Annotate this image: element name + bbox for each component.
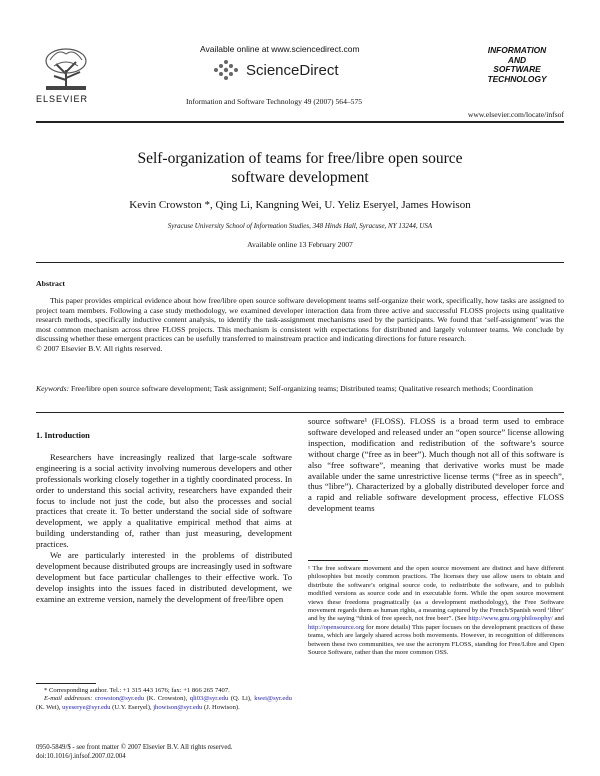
keywords	[36, 384, 564, 394]
email-addresses	[36, 695, 292, 712]
email-owner: (J. Howison).	[204, 703, 240, 711]
sciencedirect-wordmark: ScienceDirect	[246, 62, 339, 79]
keywords-text: Free/libre open source software development; Task assignment; Self-organizing teams; Distributed teams; Qualitative research methods; Coordination	[70, 384, 533, 393]
abstract-heading: Abstract	[36, 279, 66, 288]
email-owner: (U.Y. Eseryel),	[112, 703, 152, 711]
doi-line[interactable]: doi:10.1016/j.infsof.2007.02.004	[36, 753, 126, 760]
email-link[interactable]: uyeserye@syr.edu	[62, 703, 111, 711]
journal-logo	[472, 46, 562, 84]
email-owner: (Q. Li),	[230, 695, 252, 703]
right-column	[308, 416, 564, 514]
email-owner: (K. Wei),	[36, 703, 61, 711]
affiliation: Syracuse University School of Information Studies, 348 Hinds Hall, Syracuse, NY 13244, USA	[167, 222, 433, 230]
abstract-body	[36, 296, 564, 353]
footnote-text-b: for more details) This paper focuses on the development practices of these teams, which are largely shared across both movements. However, in recognition of differences between these two communities, we use the acronym FLOSS, standing for Free/Libre and Open Source Software, rather than the more common OSS.	[308, 623, 564, 657]
front-matter	[36, 743, 232, 761]
authors: Kevin Crowston *, Qing Li, Kangning Wei, U. Yeliz Eseryel, James Howison	[129, 199, 471, 211]
title-line: Self-organization of teams for free/libre open source	[137, 150, 463, 167]
left-column	[36, 431, 292, 605]
sciencedirect-logo	[212, 58, 362, 84]
journal-logo-line: SOFTWARE	[493, 64, 541, 75]
paper-title	[36, 149, 564, 187]
footnote-right-rule	[308, 560, 368, 561]
sciencedirect-mark-icon	[212, 58, 246, 82]
abstract-text: This paper provides empirical evidence about how free/libre open source software development teams self-organize their work, specifically, how tasks are assigned to project team members. Following a case study methodology, we examined developer interaction data from three active and successful FLOSS projects using qualitative research methods, specifically inductive content analysis, to identify the task-assignment mechanisms used by the participants. We found that ‘self-assignment’ was the most common mechanism across three FLOSS projects. This mechanism is consistent with expectations for distributed and largely volunteer teams. We conclude by discussing whether these emergent practices can be usefully transferred to mainstream practice and indicating directions for future research.	[36, 296, 564, 343]
elsevier-logo	[36, 46, 96, 106]
intro-paragraph-1: Researchers have increasingly realized that large-scale software engineering is a social activity involving numerous developers and other professionals working closely together in a tightly coordinated process. In order to understand this social activity, researchers have expanded their focus to include not just the code, but also the processes and social practices that create it. To better understand the social side of software development, we apply a qualitative empirical method that aims at building understanding of, rather than just measuring, development practices.	[36, 451, 292, 550]
intro-paragraph-right: source software¹ (FLOSS). FLOSS is a broad term used to embrace software developed and released under an “open source” license allowing inspection, modification and redistribution of the software’s source without charge (“free as in beer”). Much though not all of this software is also “free software”, meaning that derivative works must be made available under the same unrestrictive license terms (“free as in speech”, thus “libre”). Characterized by a globally distributed developer force and a rapid and reliable software development process, effective FLOSS development teams	[308, 416, 564, 514]
elsevier-wordmark: ELSEVIER	[36, 94, 89, 104]
available-online: Available online at www.sciencedirect.com	[200, 44, 360, 54]
email-link[interactable]: crowston@syr.edu	[94, 695, 145, 703]
journal-logo-line: AND	[507, 54, 527, 65]
email-owner: (K. Crowston),	[146, 695, 188, 703]
email-link[interactable]: jhowison@syr.edu	[153, 703, 203, 711]
abstract-top-rule	[36, 262, 564, 263]
header-rule	[36, 121, 564, 123]
email-label: E-mail addresses:	[44, 695, 93, 703]
abstract-copyright: © 2007 Elsevier B.V. All rights reserved.	[36, 343, 163, 353]
available-date: Available online 13 February 2007	[247, 240, 353, 249]
elsevier-tree-icon	[40, 46, 92, 92]
footnote-and: and	[554, 615, 564, 623]
journal-logo-line: TECHNOLOGY	[487, 73, 547, 84]
intro-paragraph-2: We are particularly interested in the problems of distributed development because distributed groups are increasingly used in software development but face particular challenges to their effective work. To develop insights into the issues faced in distributed development, we examine an extreme version, namely the development of free/libre open	[36, 550, 292, 604]
journal-logo-line: INFORMATION	[487, 45, 547, 55]
title-line: software development	[231, 169, 369, 186]
email-link[interactable]: kwei@syr.edu	[254, 695, 292, 703]
footnote-right	[308, 565, 564, 657]
corresponding-author: * Corresponding author. Tel.: +1 315 443 1676; fax: +1 866 265 7407.	[44, 687, 230, 694]
opensource-link[interactable]: http://opensource.org	[308, 623, 365, 631]
journal-url[interactable]: www.elsevier.com/locate/infsof	[467, 110, 564, 119]
abstract-bottom-rule	[36, 412, 564, 413]
keywords-label: Keywords:	[36, 384, 70, 393]
footnote-left-rule	[36, 683, 96, 684]
footnote-left	[36, 687, 292, 712]
journal-citation: Information and Software Technology 49 (2007) 564–575	[186, 97, 363, 106]
email-link[interactable]: qli03@syr.edu	[189, 695, 229, 703]
intro-heading: 1. Introduction	[36, 431, 90, 440]
gnu-philosophy-link[interactable]: http://www.gnu.org/philosophy/	[468, 615, 553, 623]
footnote-text-a: ¹ The free software movement and the open source movement are distinct and have different philosophies but mostly common practices. The licenses they use allow users to obtain and distribute the software’s original source code, to redistribute the software, and to publish modified versions as source code and in executable form. While the open source movement views these freedoms pragmatically (as a development methodology), the Free Software movement regards them as human rights, a meaning captured by the French/Spanish word ‘libre’ and by the saying “think of free speech, not free beer”. (See	[308, 565, 564, 623]
issn-line: 0950-5849/$ - see front matter © 2007 Elsevier B.V. All rights reserved.	[36, 744, 233, 751]
